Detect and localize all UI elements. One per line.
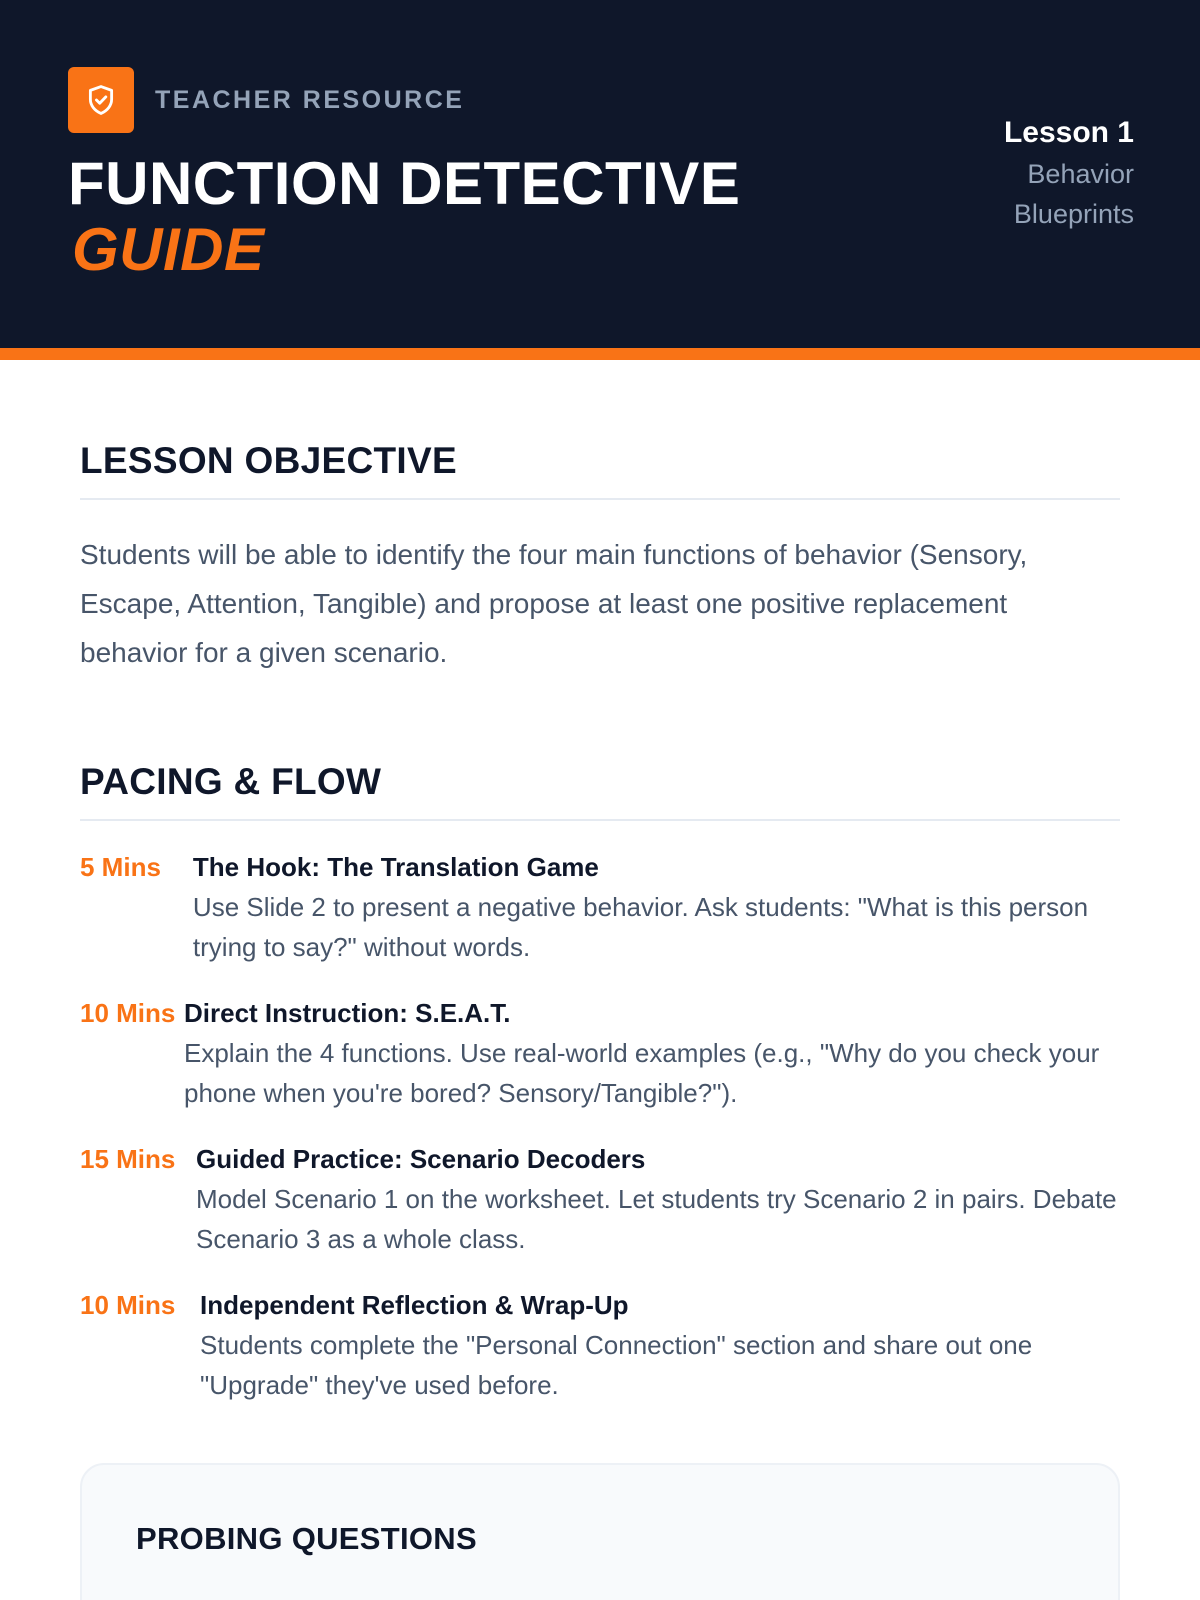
pacing-time: 15 Mins: [80, 1144, 176, 1174]
pacing-title: Direct Instruction: S.E.A.T.: [184, 998, 511, 1028]
pacing-item: [80, 847, 1120, 967]
pacing-item: [80, 1285, 1120, 1405]
pacing-heading: PACING & FLOW: [80, 761, 1120, 821]
pacing-title: Guided Practice: Scenario Decoders: [196, 1144, 646, 1174]
pacing-body: [200, 1285, 1120, 1405]
probing-heading: PROBING QUESTIONS: [136, 1521, 477, 1556]
pacing-body: [184, 993, 1120, 1113]
page-header: [0, 0, 1200, 360]
lesson-number: Lesson 1: [1003, 116, 1134, 149]
pacing-list: [80, 847, 1120, 1405]
document-subtitle: GUIDE: [72, 216, 265, 283]
pacing-description: Use Slide 2 to present a negative behavior. Ask students: "What is this person trying to say?" without words.: [192, 892, 1089, 962]
pacing-title: The Hook: The Translation Game: [192, 852, 599, 882]
main-content: [0, 440, 1200, 1600]
shield-check-icon: [68, 67, 134, 133]
pacing-item: [80, 993, 1120, 1113]
document-title: FUNCTION DETECTIVE: [68, 150, 741, 217]
kicker-label: TEACHER RESOURCE: [155, 85, 465, 114]
pacing-time: 10 Mins: [80, 1290, 176, 1320]
pacing-time: 5 Mins: [80, 852, 161, 882]
pacing-description: Model Scenario 1 on the worksheet. Let students try Scenario 2 in pairs. Debate Scenario 3 as a whole class.: [196, 1184, 1117, 1254]
lesson-meta: [974, 112, 1134, 234]
objective-section: [80, 440, 1120, 677]
probing-questions-card: [80, 1463, 1120, 1600]
pacing-time: 10 Mins: [80, 998, 176, 1028]
objective-heading: LESSON OBJECTIVE: [80, 440, 1120, 500]
pacing-description: Explain the 4 functions. Use real-world examples (e.g., "Why do you check your phone when you're bored? Sensory/Tangible?").: [184, 1038, 1100, 1108]
pacing-description: Students complete the "Personal Connection" section and share out one "Upgrade" they've used before.: [200, 1330, 1033, 1400]
pacing-body: [193, 847, 1120, 967]
pacing-title: Independent Reflection & Wrap-Up: [200, 1290, 629, 1320]
pacing-body: [196, 1139, 1120, 1259]
objective-text: Students will be able to identify the four main functions of behavior (Sensory, Escape, Attention, Tangible) and propose at least one positive replacement behavior for a given scenario.: [80, 539, 1028, 668]
lesson-name: Behavior Blueprints: [1013, 159, 1134, 229]
pacing-item: [80, 1139, 1120, 1259]
pacing-section: [80, 761, 1120, 1405]
